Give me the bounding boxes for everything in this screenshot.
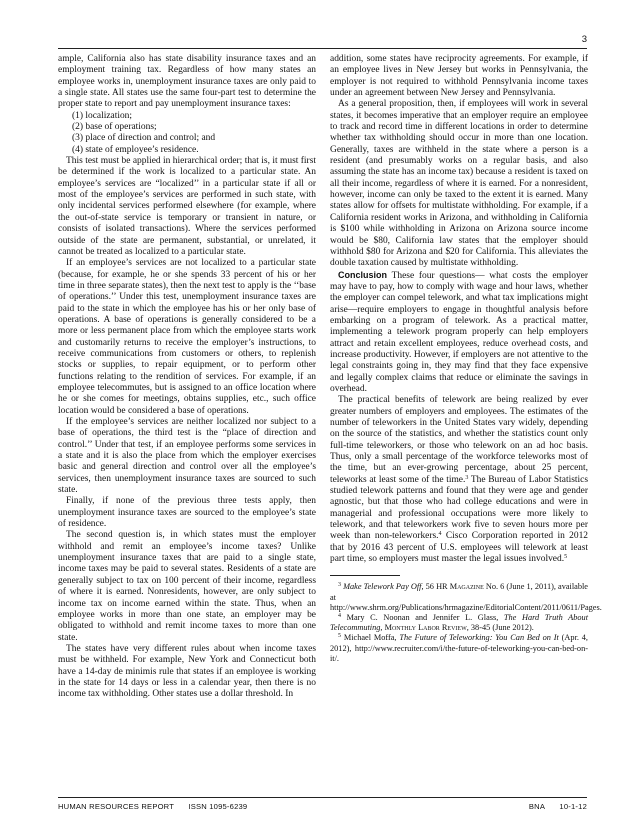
publication-name: HUMAN RESOURCES REPORT — [58, 802, 175, 811]
right-column — [330, 54, 602, 664]
footnote-ref[interactable]: 5 — [564, 554, 568, 561]
paragraph: The states have very different rules about when income taxes must be withheld. For example, New York and Connecticut both have a 14-day de minimis rule that states if an employee is working in the state for 14 days or less in a calendar year, then there is no income tax withholding. Other states use a dollar threshold. In — [58, 643, 316, 700]
footer-left — [58, 802, 259, 811]
footnote-text: (Apr. 4, 2012), http://www.recruiter.com/i/the-future-of-teleworking-you-can-bed-on-it/. — [330, 633, 588, 663]
paragraph — [330, 395, 588, 565]
paragraph-text: Cisco Corporation reported in 2012 that by 2016 43 percent of U.S. employees will telework at least part time, so employers must master the legal issues involved. — [330, 531, 589, 565]
left-column — [58, 54, 316, 701]
section-heading: Conclusion — [338, 269, 387, 280]
paragraph: ample, California also has state disability insurance taxes and an employment training tax. Regardless of how many states an employee works in, unemployment insurance taxes are only paid to a single state. All states use the same four-part test to determine the proper state to report and pay unemployment insurance taxes: — [58, 54, 316, 110]
footnote-authors: Michael Moffa, — [341, 633, 400, 643]
footnote-text: , — [380, 623, 385, 633]
footer-right — [529, 802, 587, 811]
paragraph: If an employee’s services are not localized to a particular state (because, for example, he or she spends 33 percent of his or her time in three separate states), then the next test to apply is the ‘‘base of operations.’’ Under this test, unemployment insurance taxes are paid to the state in which the employee has his or her only base of operations. A base of operations is generally considered to be a more or less permanent place from which the employee starts work and customarily returns to receive the employer’s instructions, to receive communications from customers or others, to replenish stocks or supplies, to repair equipment, or to perform other functions relating to the rendition of services. For example, if an employee telecommutes, but is assigned to an office location where he or she comes for meetings, obtains supplies, etc., such office location would be considered a base of operations. — [58, 258, 316, 416]
list-item: (2) base of operations; — [72, 122, 157, 133]
paragraph-text: These four questions— what costs the employer may have to pay, how to comply with wage and hour laws, whether the employer can compel telework, and what tax implications might arise—require employers to engage in thoughtful analysis before embarking on a program of telework. As a practical matter, implementing a telework program properly can help employers attract and retain excellent employees, reduce overhead costs, and increase productivity. However, if employers are not attentive to the legal constraints going in, they may find that they face expensive and legally complex claims that reduce or eliminate the savings in overhead. — [330, 270, 588, 394]
footnote-title: Make Telework Pay Off — [343, 582, 422, 592]
footnote-number: 3 — [338, 582, 341, 589]
issue-date: 10-1-12 — [559, 802, 587, 811]
paragraph: addition, some states have reciprocity agreements. For example, if an employee lives in New Jersey but works in Pennsylvania, the employer is not required to withhold Pennsylvania income taxes under an agreement between New Jersey and Pennsylvania. — [330, 54, 588, 99]
footnote-journal: Monthly Labor Review — [384, 623, 467, 633]
footnote-text: No. 6 (June 1, 2011), available at http://www.shrm.org/Publications/hrmagazine/EditorialContent/2011/0611/Pages. — [330, 582, 602, 612]
footnote-ref[interactable]: 4 — [438, 531, 442, 538]
conclusion-paragraph — [330, 270, 588, 396]
footnote-authors: Mary C. Noonan and Jennifer L. Glass, — [341, 613, 504, 623]
footnote — [330, 582, 602, 613]
page-number: 3 — [581, 34, 587, 45]
publisher: BNA — [528, 802, 546, 811]
paragraph: Finally, if none of the previous three tests apply, then unemployment insurance taxes are sourced to the employee’s state of residence. — [58, 496, 316, 530]
footnote — [330, 633, 588, 664]
paragraph-text: The practical benefits of telework are being realized by ever greater numbers of employers and employees. The estimates of the number of teleworkers in the United States vary widely, depending on the source of the statistics, and whether the statistics count only full-time teleworkers, or those who telework on an ad hoc basis. Thus, only a small percentage of the workforce teleworks most of the time, but an ever-growing percentage, about 25 percent, teleworks at least some of the time. — [330, 395, 588, 485]
list-item: (3) place of direction and control; and — [72, 133, 216, 144]
list-item: (1) localization; — [72, 110, 133, 121]
footnote-title: The Future of Teleworking: You Can Bed on It — [399, 633, 559, 643]
footnote-title: The Hard Truth About Telecommuting — [330, 613, 588, 633]
paragraph: As a general proposition, then, if employees will work in several states, it becomes imperative that an employer require an employee to track and record time in different locations in order to determine whether tax withholding should occur in more than one location. Generally, taxes are withheld in the state where a person is a resident (and presumably works on a regular basis, and also assuming the state has an income tax) because a resident is taxed on all their income, regardless of where it is earned. For a nonresident, however, income can only be taxed to the extent it is earned. Many states allow for offsets for multistate withholding. For example, if a California resident works in Arizona, and withholding in California is $100 while withholding in Arizona on Arizona source income would be $80, California law states that the employer should withhold $80 for Arizona and $20 for California. This alleviates the double taxation caused by multistate withholding. — [330, 99, 588, 269]
footnote-journal: HR Magazine — [436, 582, 484, 592]
footnote-ref[interactable]: 3 — [465, 474, 469, 481]
issn: ISSN 1095-6239 — [188, 802, 248, 811]
footnote-text: , 38-45 (June 2012). — [466, 623, 534, 633]
footnote-rule — [330, 575, 400, 576]
footer-rule — [58, 797, 587, 798]
paragraph-text: The Bureau of Labor Statistics studied telework patterns and found that they were age and gender agnostic, but that those who had college educations and were in managerial and professional occupations were more likely to telework, and that teleworkers work five to seven hours more per week than non-teleworkers. — [330, 474, 588, 542]
footnote — [330, 613, 588, 633]
footnote-number: 4 — [338, 613, 341, 620]
paragraph: The second question is, in which states must the employer withhold and remit an employee’s income taxes? Unlike unemployment insurance taxes that are paid to a single state, income taxes may be paid to several states. Residents of a state are generally subject to tax on 100 percent of their income, regardless of where it is earned. Nonresidents, however, are only subject to income tax on income earned within the state. Thus, when an employee works in more than one state, an employer may be obligated to withhold and remit income taxes to more than one state. — [58, 530, 316, 643]
paragraph: This test must be applied in hierarchical order; that is, it must first be determined if the work is localized to a particular state. An employee’s services are “localized’’ in a particular state if all or most of the employee’s services are performed in such state, with only incidental services performed elsewhere (for example, where the out-of-state service is temporary or transient in nature, or consists of isolated transactions). Where the services performed outside of the state are permanent, substantial, or unrelated, it cannot be treated as localized to a particular state. — [58, 156, 316, 257]
paragraph: If the employee’s services are neither localized nor subject to a base of operations, the third test is the “place of direction and control.’’ Under that test, if an employee performs some services in a state and it is also the place from which the employer exercises basic and general direction and control over all the employee’s services, then unemployment insurance taxes are sourced to such state. — [58, 417, 316, 496]
footnote-text: , 56 — [421, 582, 437, 592]
list-item: (4) state of employee’s residence. — [72, 144, 199, 155]
footnote-number: 5 — [338, 633, 341, 640]
header-rule — [58, 48, 587, 49]
